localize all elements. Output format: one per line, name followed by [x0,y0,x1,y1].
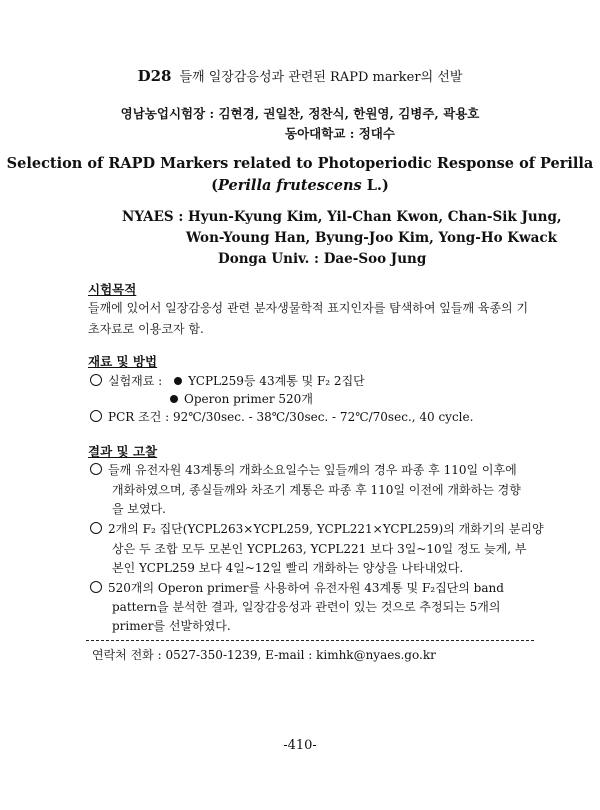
result2-line3: 본인 YCPL259 보다 4일~12일 빨리 개화하는 양상을 나타내었다. [112,561,464,575]
methods-material-2-line [170,390,313,407]
filled-dot-icon [170,395,178,403]
circle-bullet-icon [90,374,102,386]
result3-line2: pattern을 분석한 결과, 일장감응성과 관련이 있는 것으로 추정되는 5개의 [112,600,501,614]
pcr-conditions: PCR 조건 : 92℃/30sec. - 38℃/30sec. - 72℃/70sec., 40 cycle. [108,410,474,424]
english-authors-line2: Won-Young Han, Byung-Joo Kim, Yong-Ho Kwack [186,230,557,246]
result1-line2: 개화하였으며, 종실들깨와 차조기 계통은 파종 후 110일 이전에 개화하는 경향 [112,483,521,497]
species-suffix: L.) [361,177,389,194]
results-heading: 결과 및 고찰 [88,444,158,459]
methods-heading: 재료 및 방법 [88,354,158,369]
circle-bullet-icon [90,581,102,593]
result2-line1 [90,520,544,537]
result1-line3: 을 보였다. [112,502,166,516]
contact-info: 연락처 전화 : 0527-350-1239, E-mail : kimhk@nyaes.go.kr [92,648,436,662]
result3-text1: 520개의 Operon primer를 사용하여 유전자원 43계통 및 F₂집단의 band [108,581,504,595]
objective-heading: 시험목적 [88,282,137,297]
methods-pcr-line [90,408,473,425]
result2-text1: 2개의 F₂ 집단(YCPL263×YCPL259, YCPL221×YCPL259)의 개화기의 분리양 [108,522,544,536]
species-name: Perilla frutescens [218,177,362,194]
circle-bullet-icon [90,410,102,422]
page-number: -410- [283,738,317,753]
result2-line2: 상은 두 조합 모두 모본인 YCPL263, YCPL221 보다 3일~10일 정도 늦게, 부 [112,542,527,556]
material-label: 실험재료 : [108,374,163,388]
korean-title [0,66,600,85]
species-line [0,177,600,194]
species-open-paren: ( [211,177,219,194]
korean-title-text: 들깨 일장감응성과 관련된 RAPD marker의 선발 [179,70,463,85]
english-title: Selection of RAPD Markers related to Photoperiodic Response of Perilla [6,155,594,172]
paper-code: D28 [137,67,172,85]
korean-authors-line1: 영남농업시험장 : 김현경, 권일찬, 정찬식, 한원영, 김병주, 곽용호 [120,106,480,121]
result1-text1: 들깨 유전자원 43계통의 개화소요일수는 잎들깨의 경우 파종 후 110일 이후에 [108,463,517,477]
filled-dot-icon [174,377,182,385]
circle-bullet-icon [90,522,102,534]
material-2: Operon primer 520개 [184,392,313,406]
result3-line1 [90,579,504,596]
korean-authors-line2: 동아대학교 : 정대수 [285,126,395,141]
english-authors-line3: Donga Univ. : Dae-Soo Jung [218,251,427,267]
result1-line1 [90,461,517,478]
english-authors-line1: NYAES : Hyun-Kyung Kim, Yil-Chan Kwon, Chan-Sik Jung, [122,209,562,225]
result3-line3: primer를 선발하였다. [112,619,231,633]
material-1: YCPL259등 43계통 및 F₂ 2집단 [188,374,365,388]
circle-bullet-icon [90,463,102,475]
objective-line1: 들깨에 있어서 일장감응성 관련 분자생물학적 표지인자를 탐색하여 잎들깨 육종의 기 [88,301,529,315]
methods-material-line [90,372,365,389]
objective-line2: 초자료로 이용코자 함. [88,322,204,336]
section-divider [86,640,534,641]
